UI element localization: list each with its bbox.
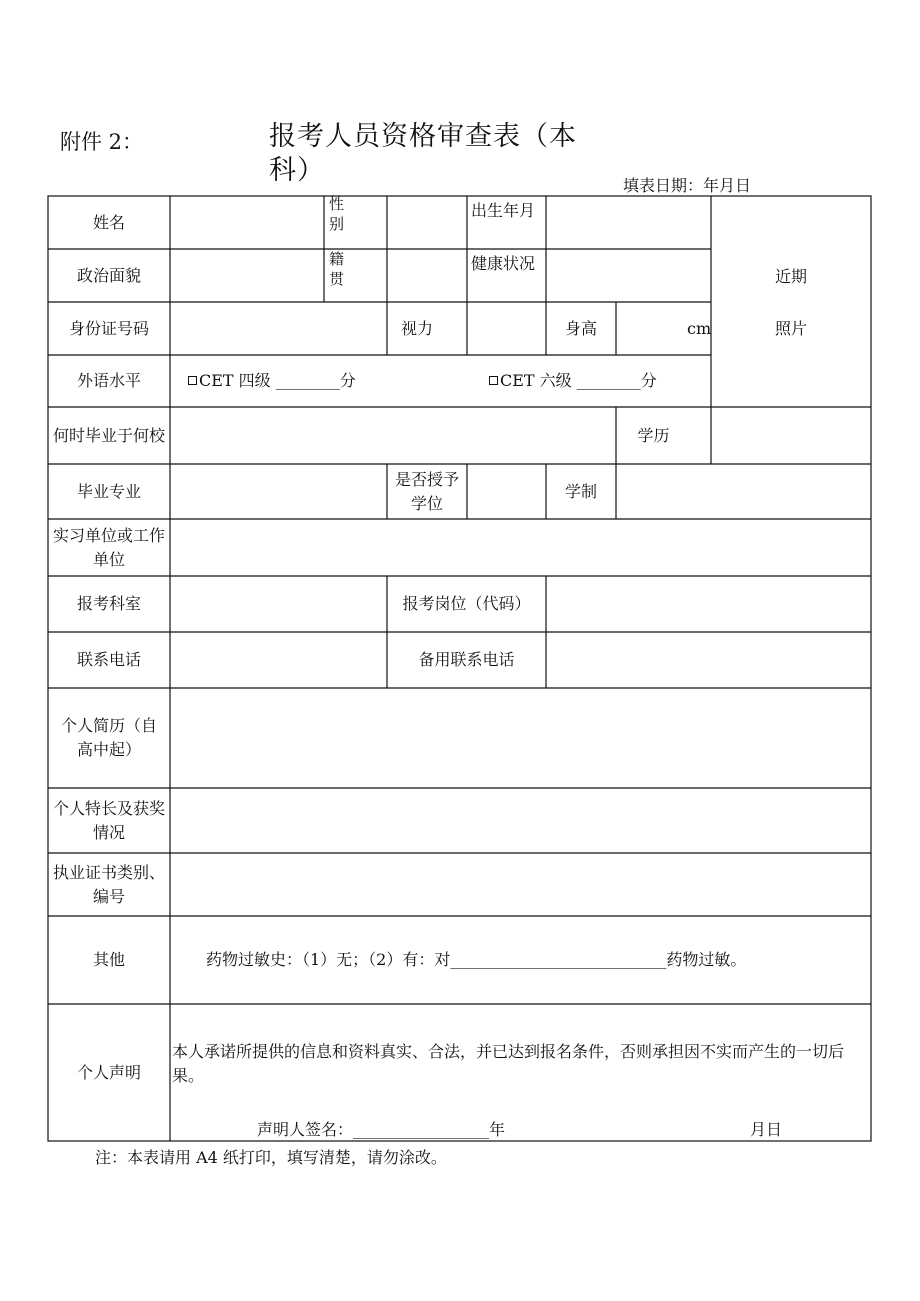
native-input[interactable]: [387, 249, 467, 302]
fill-date: 填表日期：年月日: [623, 176, 752, 195]
education-input[interactable]: [711, 407, 871, 464]
label-height: 身高: [564, 318, 597, 338]
label-vision: 视力: [400, 318, 433, 338]
label-native: 籍贯: [329, 250, 345, 288]
label-department: 报考科室: [76, 594, 141, 613]
resume-input[interactable]: [170, 688, 871, 788]
phone-input[interactable]: [170, 632, 387, 688]
id-number-input[interactable]: [170, 302, 387, 355]
cet6-option[interactable]: [489, 369, 657, 393]
name-input[interactable]: [170, 196, 324, 249]
backup-phone-input[interactable]: [546, 632, 871, 688]
declaration-text: 本人承诺所提供的信息和资料真实、合法，并已达到报名条件，否则承担因不实而产生的一切后果。: [172, 1042, 845, 1085]
label-gender: 性别: [329, 195, 345, 233]
politics-input[interactable]: [170, 249, 324, 302]
label-duration: 学制: [564, 481, 597, 501]
checkbox-icon[interactable]: [188, 376, 197, 385]
page-title: 报考人员资格审查表（本科）: [269, 121, 577, 186]
label-politics: 政治面貌: [76, 265, 141, 285]
department-input[interactable]: [170, 576, 387, 632]
label-other: 其他: [92, 950, 125, 969]
label-name: 姓名: [92, 212, 125, 232]
label-major: 毕业专业: [76, 481, 141, 501]
label-work-unit: 实习单位或工作单位: [52, 525, 165, 569]
label-degree: 是否授予学位: [394, 469, 459, 513]
work-unit-input[interactable]: [170, 519, 871, 576]
signature-line[interactable]: 声明人签名：_________________年: [257, 1120, 506, 1139]
label-resume: 个人简历（自高中起）: [60, 716, 157, 759]
label-phone: 联系电话: [76, 650, 141, 669]
label-backup-phone: 备用联系电话: [418, 650, 515, 669]
specialty-input[interactable]: [170, 788, 871, 853]
position-input[interactable]: [546, 576, 871, 632]
vision-input[interactable]: [467, 302, 546, 355]
label-declaration: 个人声明: [76, 1062, 141, 1082]
label-certificate: 执业证书类别、编号: [52, 862, 165, 906]
birth-input[interactable]: [546, 196, 711, 249]
degree-input[interactable]: [467, 464, 546, 519]
photo-label-2: 照片: [774, 319, 807, 338]
certificate-input[interactable]: [170, 853, 871, 916]
major-input[interactable]: [170, 464, 387, 519]
label-education: 学历: [637, 425, 670, 445]
attachment-label: 附件 2：: [60, 130, 144, 154]
gender-input[interactable]: [387, 196, 467, 249]
sign-date: 月日: [750, 1120, 783, 1139]
label-specialty: 个人特长及获奖情况: [52, 798, 165, 842]
health-input[interactable]: [546, 249, 711, 302]
label-id-number: 身份证号码: [68, 318, 149, 338]
cet4-label: CET 四级 ________分: [199, 371, 356, 390]
grad-school-input[interactable]: [170, 407, 616, 464]
photo-label-1: 近期: [774, 267, 807, 286]
height-unit: cm: [687, 319, 712, 338]
cet4-option[interactable]: [188, 369, 356, 393]
cet6-label: CET 六级 ________分: [500, 371, 657, 390]
label-birth: 出生年月: [471, 201, 536, 220]
duration-input[interactable]: [616, 464, 871, 519]
label-grad-school: 何时毕业于何校: [52, 425, 165, 445]
label-health: 健康状况: [471, 254, 536, 273]
allergy-text: 药物过敏史：（1）无；（2）有：对___________________________药物过敏。: [206, 950, 747, 969]
footer-note: 注：本表请用 A4 纸打印，填写清楚，请勿涂改。: [95, 1148, 447, 1167]
label-position: 报考岗位（代码）: [402, 594, 531, 613]
checkbox-icon[interactable]: [489, 376, 498, 385]
label-language: 外语水平: [76, 371, 141, 390]
